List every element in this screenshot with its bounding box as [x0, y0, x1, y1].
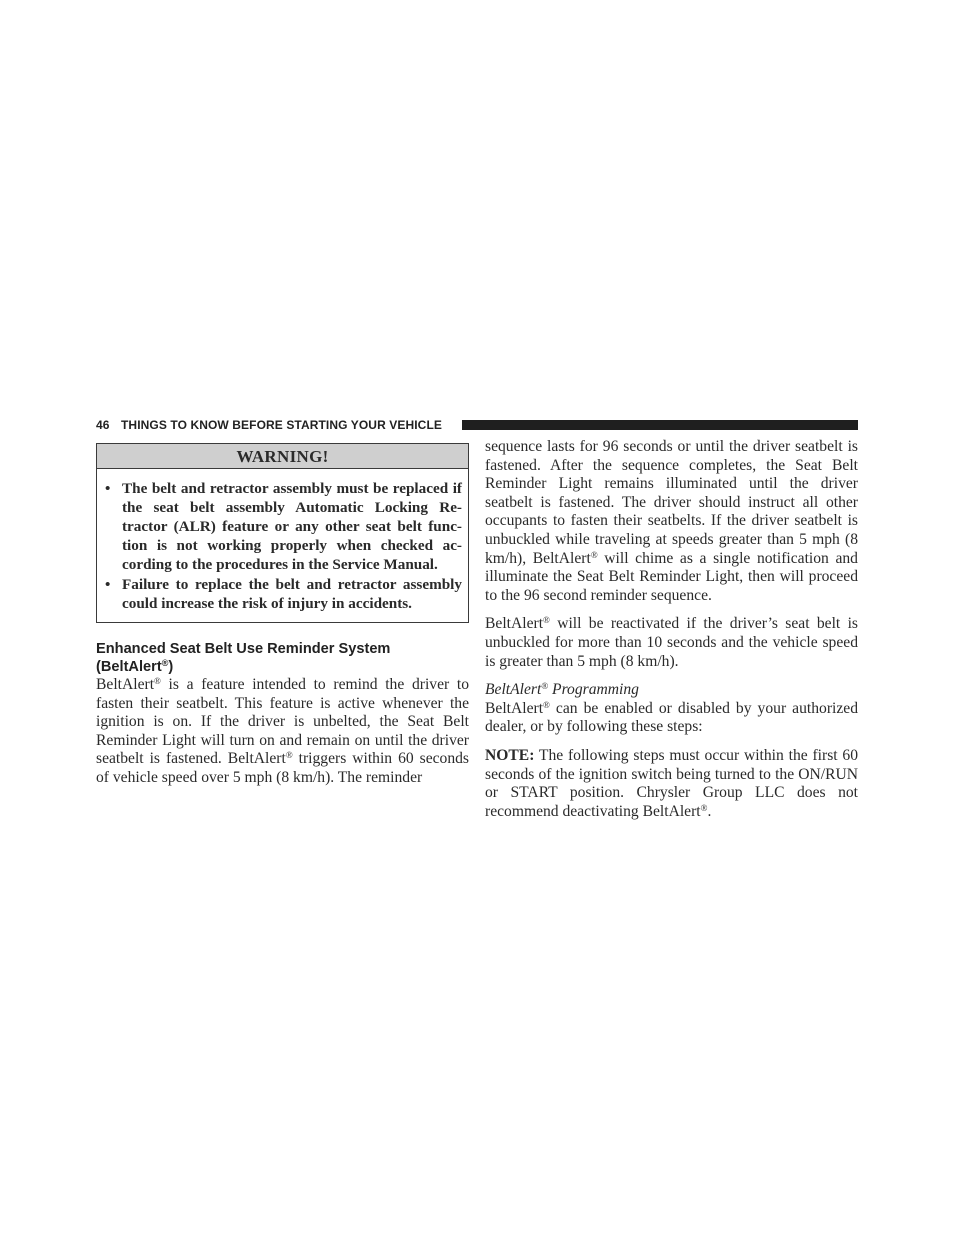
left-column	[96, 443, 469, 788]
bullet-icon: •	[105, 480, 111, 497]
programming-subheading: BeltAlert® Programming	[485, 681, 639, 699]
header-rule	[462, 420, 858, 430]
beltalert-intro-paragraph: BeltAlert® is a feature intended to remind the driver to fasten their seatbelt. This feature is active whenever the ignition is on. If the driver is unbelted, the Seat Belt Reminder Light will turn on and remain on until the driver seatbelt is fastened. BeltAlert® triggers within 60 seconds of vehicle speed over 5 mph (8 km/h). The reminder	[96, 676, 470, 786]
page-number: 46	[96, 418, 110, 432]
note-label: NOTE:	[485, 746, 535, 764]
warning-title: WARNING!	[97, 444, 468, 469]
warning-box	[96, 443, 469, 623]
programming-paragraph: BeltAlert® can be enabled or disabled by your authorized dealer, or by following these steps:	[485, 699, 858, 736]
reactivation-paragraph: BeltAlert® will be reactivated if the driver’s seat belt is unbuckled for more than 10 seconds and the vehicle speed is greater than 5 mph (8 km/h).	[485, 615, 858, 670]
section-heading: Enhanced Seat Belt Use Reminder System (BeltAlert®)	[96, 641, 391, 675]
registered-mark: ®	[161, 658, 169, 668]
page-header	[96, 417, 858, 433]
bullet-icon: •	[105, 576, 111, 593]
warning-item: • The belt and retractor assembly must be replaced if the seat belt assembly Automatic Locking Re-tractor (ALR) feature or any other seat belt func-tion is not working properly when checked ac-cording to the procedures in the Service Manual.	[105, 480, 462, 573]
warning-list	[97, 469, 468, 622]
note-paragraph: NOTE: The following steps must occur within the first 60 seconds of the ignition switch being turned to the ON/RUN or START position. Chrysler Group LLC does not recommend deactivating BeltAlert®.	[485, 746, 858, 820]
warning-item: • Failure to replace the belt and retractor assembly could increase the risk of injury in accidents.	[105, 576, 462, 612]
beltalert-intro-paragraph-continued: sequence lasts for 96 seconds or until the driver seatbelt is fastened. After the sequence completes, the Seat Belt Reminder Light remains illuminated until the driver seatbelt is fastened. The driver should instruct all other occupants to fasten their seatbelts. If the driver seatbelt is unbuckled while traveling at speeds greater than 5 mph (8 km/h), BeltAlert® will chime as a single notification and illuminate the Seat Belt Reminder Light, then will proceed to the 96 second reminder sequence.	[485, 438, 858, 604]
right-column	[485, 438, 858, 821]
section-title: THINGS TO KNOW BEFORE STARTING YOUR VEHICLE	[121, 418, 442, 432]
